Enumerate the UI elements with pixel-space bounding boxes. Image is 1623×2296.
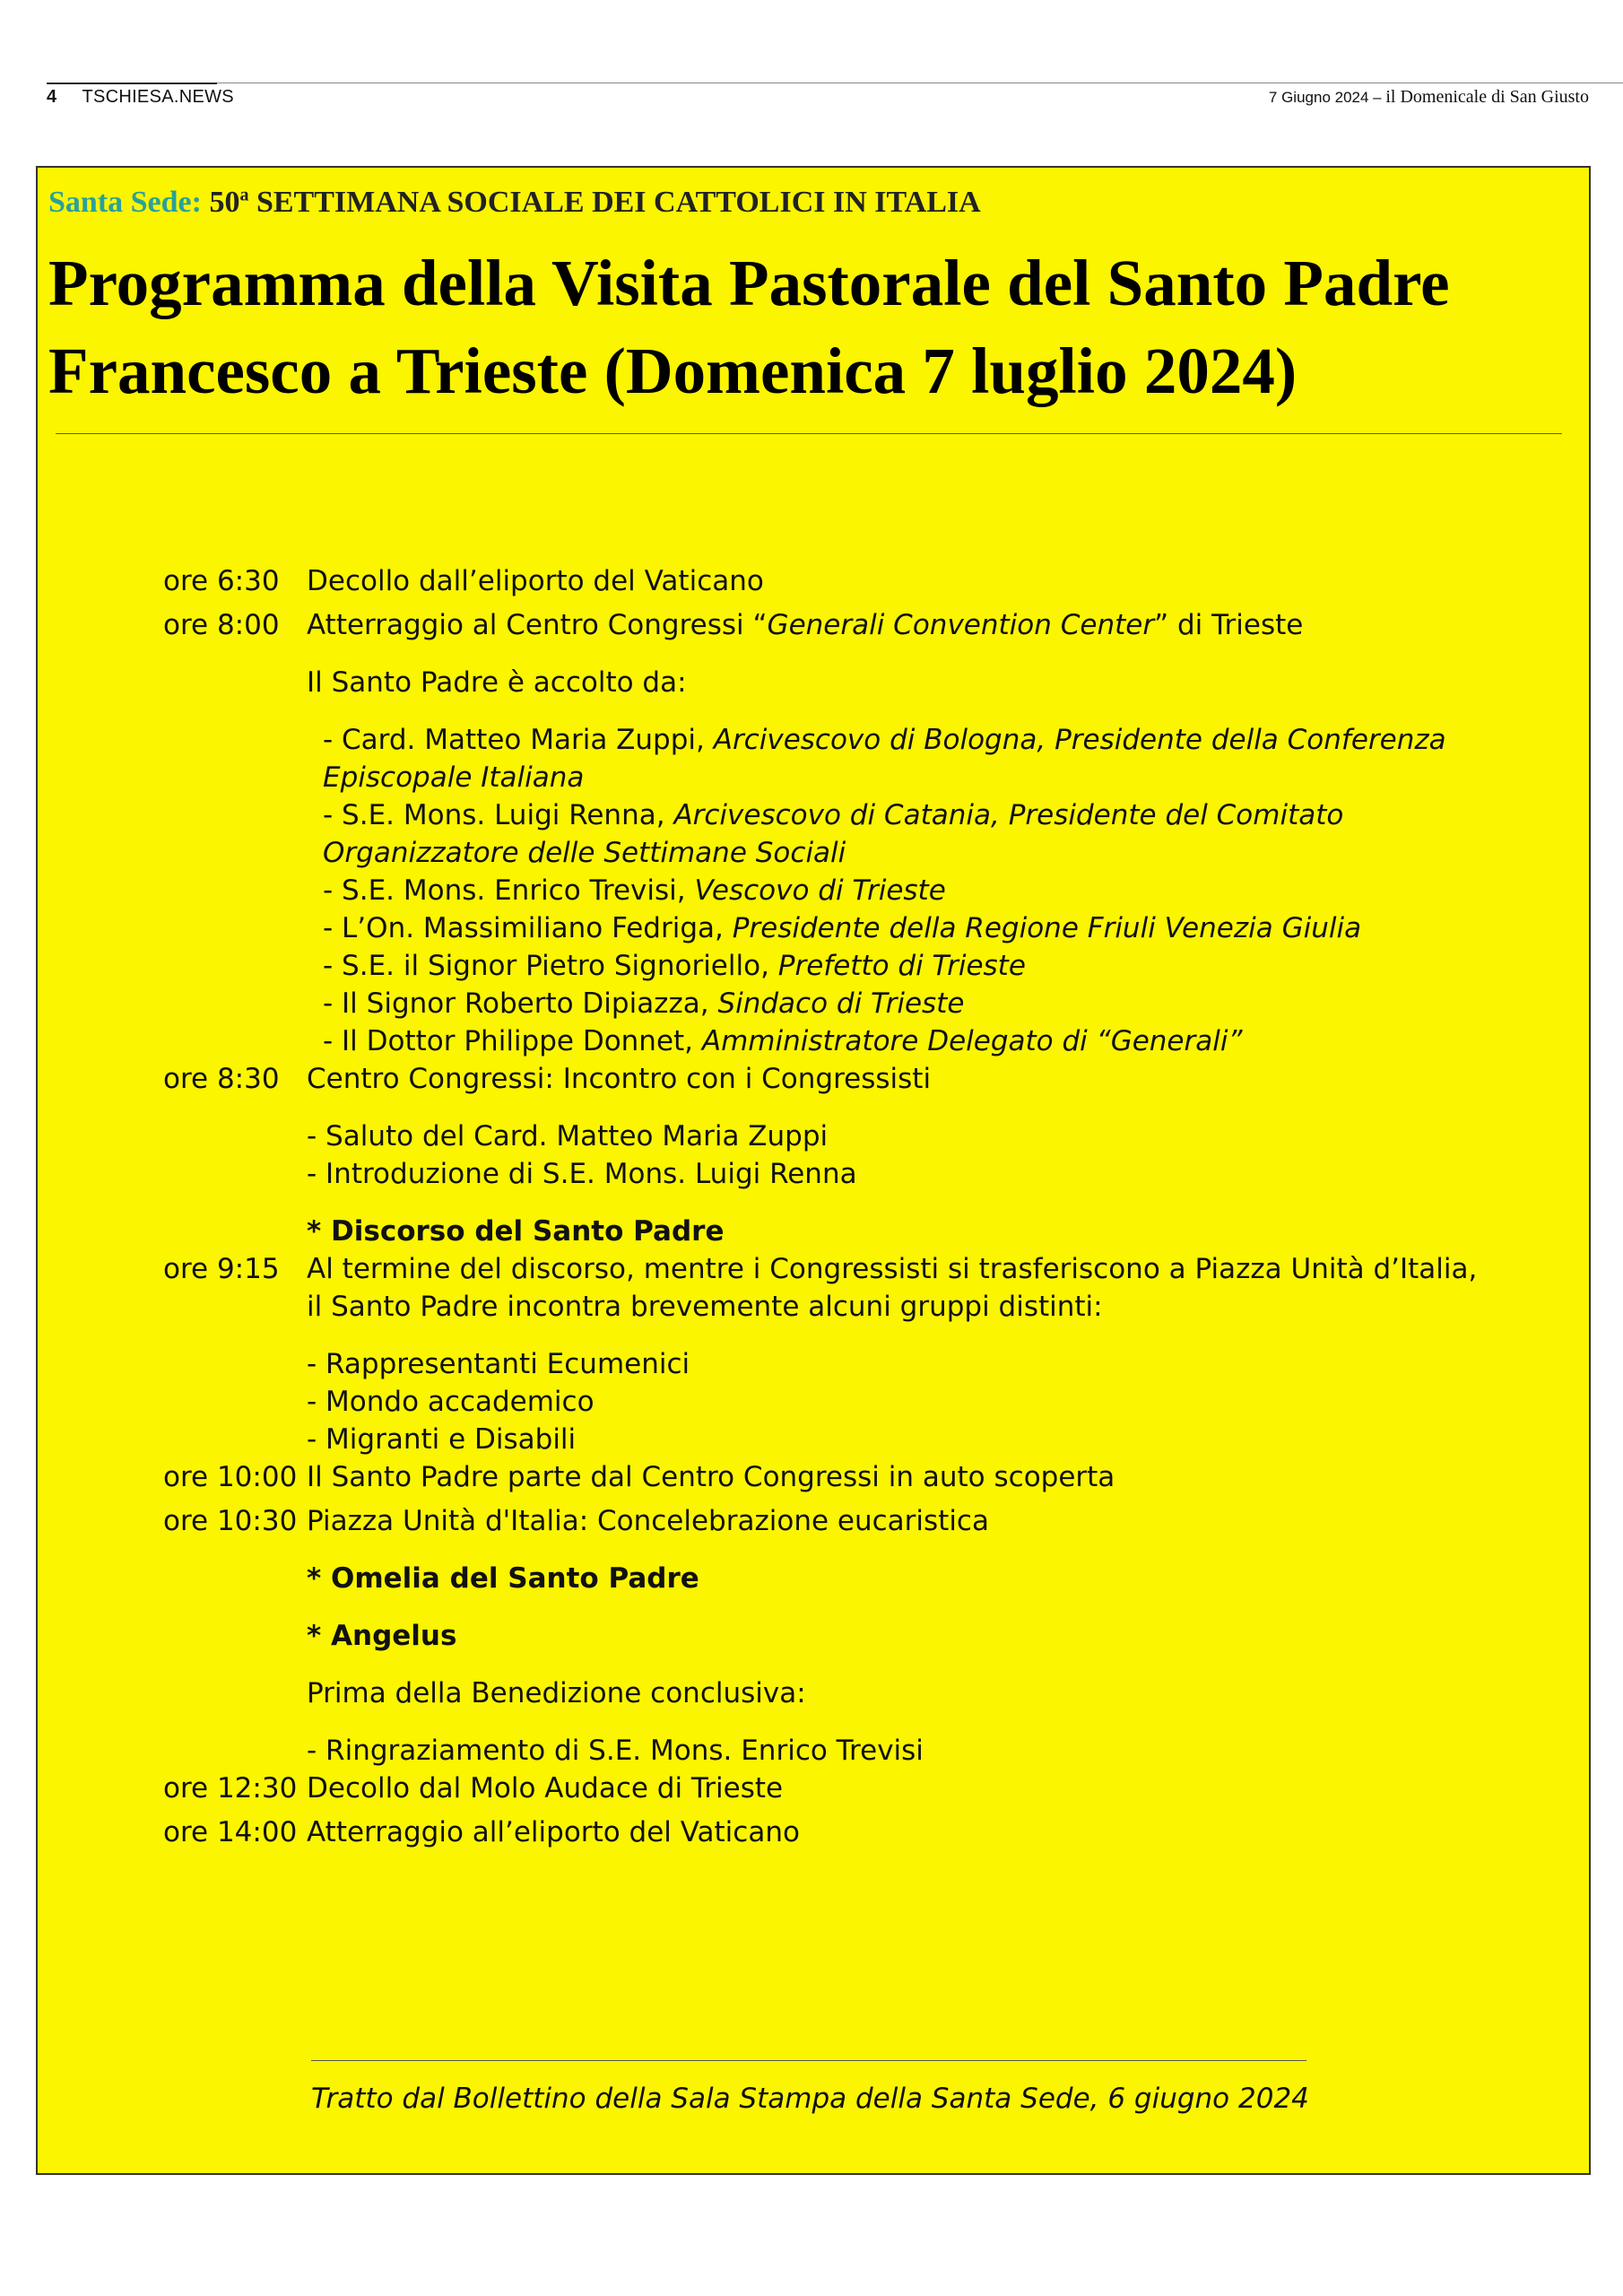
list-item [323, 947, 1544, 985]
entry-description: Piazza Unità d'Italia: Concelebrazione eucaristica [307, 1505, 989, 1537]
header-right [1269, 87, 1589, 108]
guest-role: Episcopale Italiana [323, 761, 585, 794]
kicker-rest: SETTIMANA SOCIALE DEI CATTOLICI IN ITALIA [248, 186, 981, 219]
header-rule-thick [47, 83, 217, 84]
schedule-entry [163, 1770, 1544, 1807]
kicker-number: 50 [209, 186, 240, 219]
entry-description: Decollo dal Molo Audace di Trieste [307, 1772, 784, 1805]
running-header [47, 83, 1589, 113]
kicker-text [209, 186, 980, 219]
page-number: 4 [47, 87, 57, 107]
entry-time: ore 9:15 [163, 1253, 280, 1285]
schedule-entry [163, 1458, 1544, 1496]
schedule-entry [163, 1502, 1544, 1540]
guest-name: - Card. Matteo Maria Zuppi, [323, 724, 714, 756]
meeting-list [307, 1118, 1544, 1193]
entry-time: ore 12:30 [163, 1772, 298, 1805]
highlight-angelus: * Angelus [307, 1620, 457, 1652]
guest-role: Prefetto di Trieste [777, 950, 1026, 982]
thanks-item: - Ringraziamento di S.E. Mons. Enrico Trevisi [307, 1735, 924, 1767]
guest-name: - L’On. Massimiliano Fedriga, [323, 912, 733, 944]
guest-role: Vescovo di Trieste [694, 874, 946, 907]
list-item: - Rappresentanti Ecumenici [307, 1348, 690, 1380]
guest-role: Sindaco di Trieste [717, 987, 965, 1020]
list-item: - Introduzione di S.E. Mons. Luigi Renna [307, 1158, 857, 1190]
guest-name: - Il Dottor Philippe Donnet, [323, 1025, 702, 1057]
title-divider [56, 433, 1562, 434]
list-item [323, 872, 1544, 909]
footer-divider [311, 2060, 1306, 2061]
schedule-entry [163, 1813, 1544, 1851]
guest-role: Arcivescovo di Bologna, Presidente della Conferenza [713, 724, 1446, 756]
source-credit: Tratto dal Bollettino della Sala Stampa della Santa Sede, 6 giugno 2024 [311, 2083, 1309, 2115]
entry-time: ore 6:30 [163, 565, 280, 597]
header-left [47, 87, 234, 108]
guest-name: - S.E. Mons. Luigi Renna, [323, 799, 674, 831]
list-item [323, 909, 1544, 947]
entry-description: Atterraggio all’eliporto del Vaticano [307, 1816, 800, 1848]
guest-role: Presidente della Regione Friuli Venezia Giulia [732, 912, 1362, 944]
groups-list [307, 1345, 1544, 1458]
list-item: - Migranti e Disabili [307, 1423, 577, 1456]
schedule-entry [163, 562, 1544, 600]
list-item [323, 796, 1544, 872]
kicker-ordinal: a [239, 185, 249, 205]
entry-description: Decollo dall’eliporto del Vaticano [307, 565, 764, 597]
schedule [163, 562, 1544, 1857]
highlight-discorso: * Discorso del Santo Padre [307, 1215, 725, 1248]
entry-description [307, 1250, 1544, 1326]
guest-name: - S.E. Mons. Enrico Trevisi, [323, 874, 695, 907]
entry-description [307, 606, 1544, 644]
issue-date: 7 Giugno 2024 – [1268, 89, 1382, 106]
list-item: - Saluto del Card. Matteo Maria Zuppi [307, 1120, 829, 1152]
blessing-intro: Prima della Benedizione conclusiva: [307, 1677, 806, 1709]
kicker-source: Santa Sede: [48, 186, 202, 219]
venue-name: Generali Convention Center [767, 609, 1155, 641]
paper-name: il Domenicale di San Giusto [1385, 87, 1589, 107]
guest-name: - Il Signor Roberto Dipiazza, [323, 987, 718, 1020]
list-item [323, 985, 1544, 1022]
entry-description: Centro Congressi: Incontro con i Congressisti [307, 1063, 932, 1095]
entry-time: ore 14:00 [163, 1816, 298, 1848]
welcome-intro: Il Santo Padre è accolto da: [307, 666, 687, 699]
guest-role: Organizzatore delle Settimane Sociali [323, 837, 846, 869]
desc-part: ” di Trieste [1154, 609, 1304, 641]
entry-time: ore 8:30 [163, 1063, 280, 1095]
article-panel [36, 166, 1591, 2175]
article-title [48, 239, 1582, 415]
guest-role: Amministratore Delegato di “Generali” [701, 1025, 1243, 1057]
title-line-2: Francesco a Trieste (Domenica 7 luglio 2024) [48, 335, 1298, 407]
desc-part: Atterraggio al Centro Congressi “ [307, 609, 768, 641]
guest-name: - S.E. il Signor Pietro Signoriello, [323, 950, 778, 982]
entry-time: ore 8:00 [163, 609, 280, 641]
list-item: - Mondo accademico [307, 1386, 595, 1418]
entry-time: ore 10:30 [163, 1505, 298, 1537]
entry-time: ore 10:00 [163, 1461, 298, 1493]
entry-description: Il Santo Padre parte dal Centro Congressi in auto scoperta [307, 1461, 1115, 1493]
desc-line: Al termine del discorso, mentre i Congressisti si trasferiscono a Piazza Unità d’Italia, [307, 1253, 1478, 1285]
schedule-entry [163, 1250, 1544, 1326]
list-item [323, 721, 1544, 796]
welcome-list [307, 721, 1544, 1060]
schedule-entry [163, 606, 1544, 644]
article-kicker [48, 186, 981, 220]
schedule-entry [163, 1060, 1544, 1098]
list-item [323, 1022, 1544, 1060]
desc-line: il Santo Padre incontra brevemente alcuni gruppi distinti: [307, 1291, 1103, 1323]
highlight-omelia: * Omelia del Santo Padre [307, 1562, 699, 1595]
site-name: TSCHIESA.NEWS [82, 87, 234, 107]
title-line-1: Programma della Visita Pastorale del Santo Padre [48, 247, 1450, 319]
guest-role: Arcivescovo di Catania, Presidente del Comitato [673, 799, 1344, 831]
